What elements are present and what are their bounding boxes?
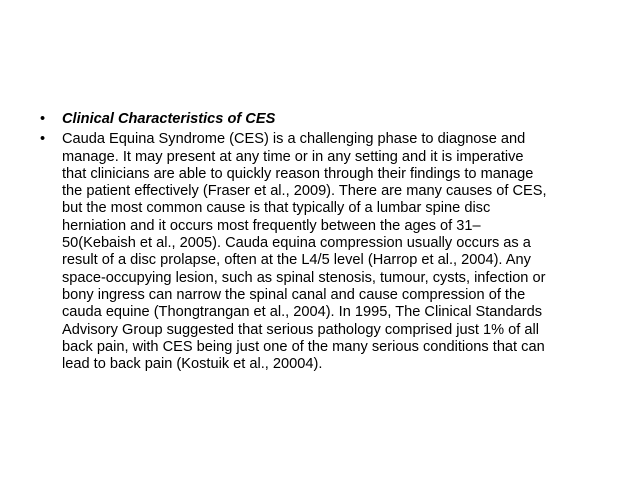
- bullet-list: [40, 111, 620, 376]
- bullet-item-heading: [40, 111, 620, 128]
- body-line: cauda equine (Thongtrangan et al., 2004). In 1995, The Clinical Standards: [62, 304, 543, 321]
- body-line: lead to back pain (Kostuik et al., 20004).: [62, 356, 323, 373]
- body-line: 50(Kebaish et al., 2005). Cauda equina compression usually occurs as a: [62, 235, 531, 252]
- body-line: bony ingress can narrow the spinal canal and cause compression of the: [62, 286, 526, 303]
- bullet-dot-icon: •: [40, 131, 46, 148]
- body-line: back pain, with CES being just one of the many serious conditions that can: [62, 338, 545, 355]
- body-line: Advisory Group suggested that serious pathology comprised just 1% of all: [62, 321, 539, 338]
- bullet-dot-icon: •: [40, 111, 46, 127]
- body-line: result of a disc prolapse, often at the L4/5 level (Harrop et al., 2004). Any: [62, 252, 531, 269]
- body-line: that clinicians are able to quickly reason through their findings to manage: [62, 165, 534, 182]
- bullet-item-body: [40, 131, 620, 373]
- section-heading: Clinical Characteristics of CES: [62, 111, 276, 127]
- body-line: space-occupying lesion, such as spinal stenosis, tumour, cysts, infection or: [62, 269, 546, 286]
- body-line: manage. It may present at any time or in any setting and it is imperative: [62, 148, 524, 165]
- body-line: Cauda Equina Syndrome (CES) is a challenging phase to diagnose and: [62, 131, 526, 148]
- body-paragraph: [62, 131, 620, 373]
- body-line: the patient effectively (Fraser et al., 2009). There are many causes of CES,: [62, 183, 547, 200]
- body-line: but the most common cause is that typically of a lumbar spine disc: [62, 200, 491, 217]
- body-line: herniation and it occurs most frequently between the ages of 31–: [62, 217, 481, 234]
